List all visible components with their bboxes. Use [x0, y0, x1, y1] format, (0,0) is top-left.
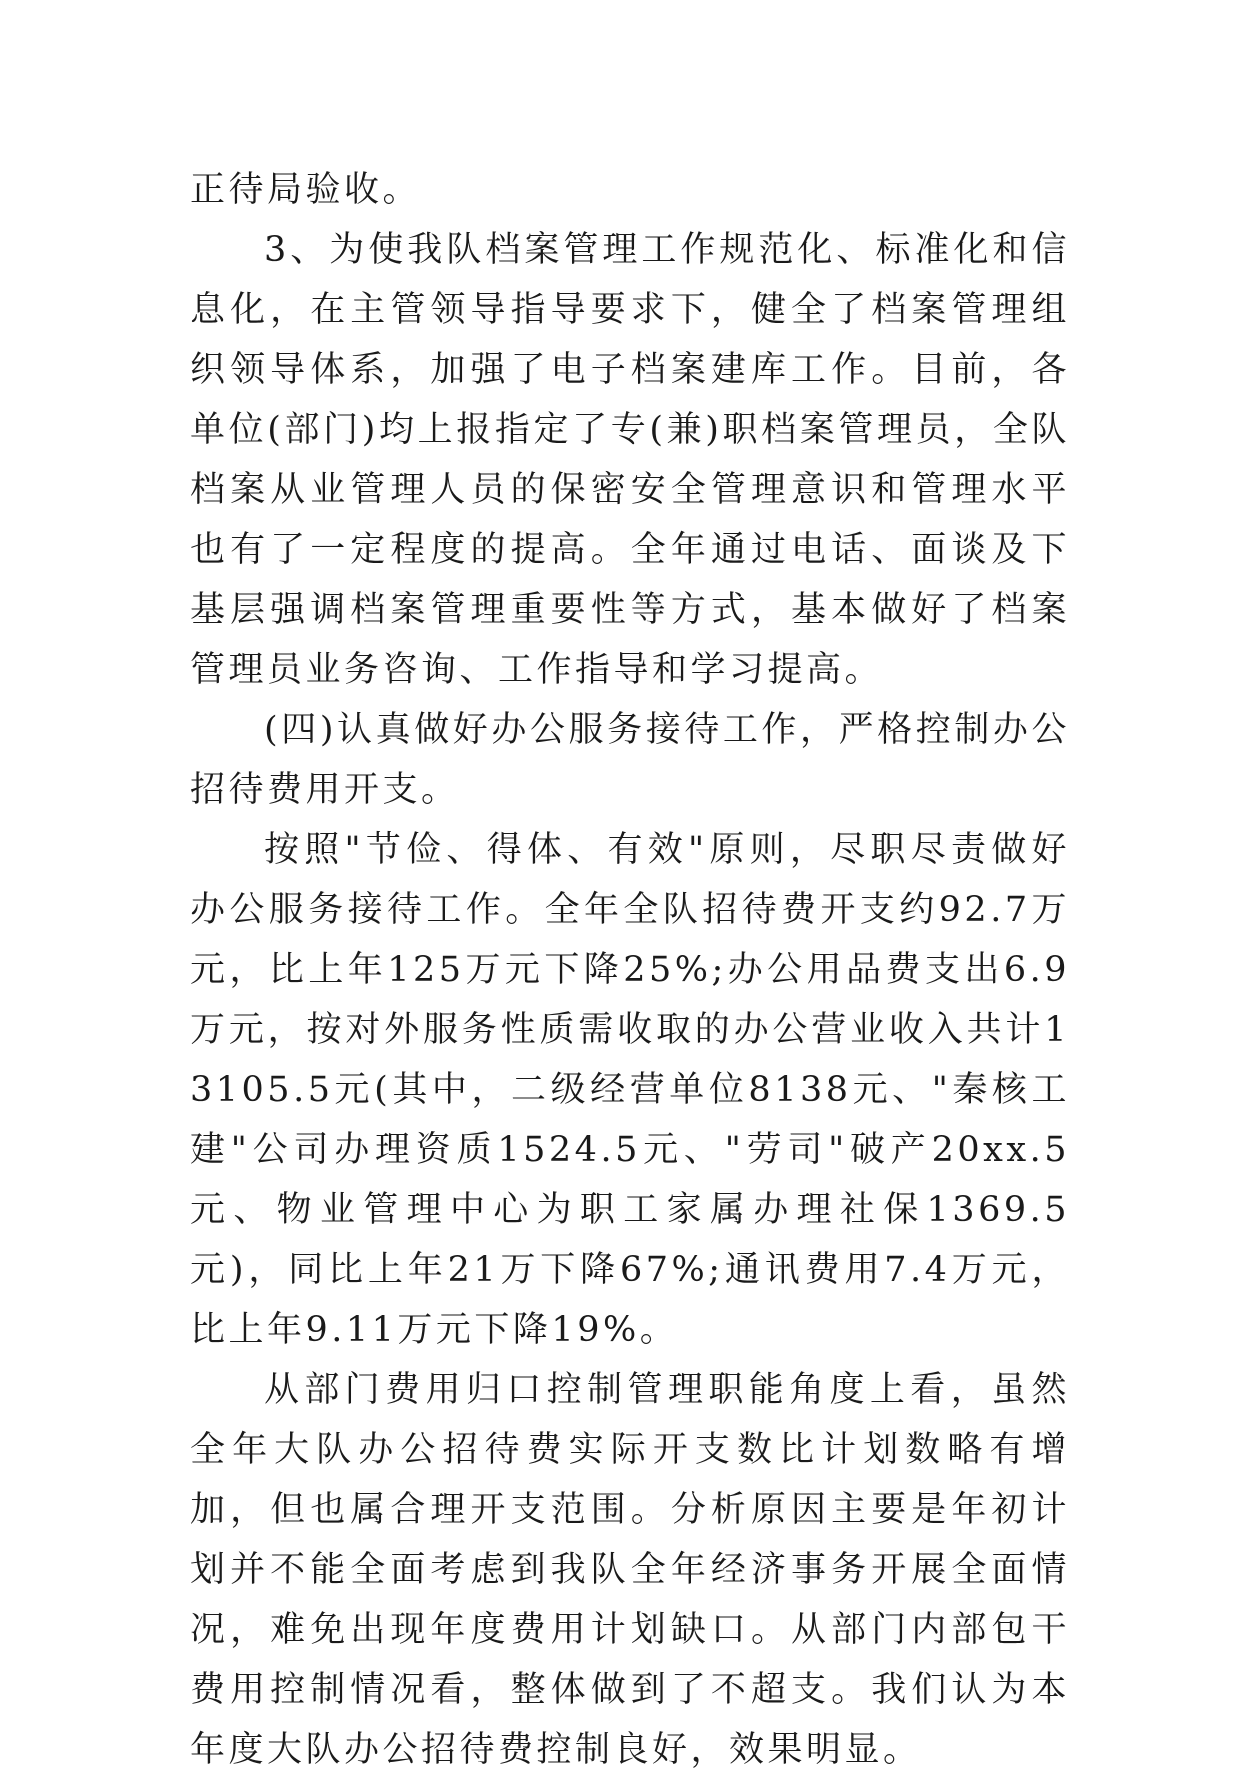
- paragraph-1: 正待局验收。: [190, 170, 422, 210]
- paragraph-2: 3、为使我队档案管理工作规范化、标准化和信息化，在主管领导指导要求下，健全了档案管理组织领导体系，加强了电子档案建库工作。目前，各单位(部门)均上报指定了专(兼)职档案管理员，全队档案从业管理人员的保密安全管理意识和管理水平也有了一定程度的提高。全年通过电话、面谈及下基层强调档案管理重要性等方式，基本做好了档案管理员业务咨询、工作指导和学习提高。: [190, 230, 1070, 690]
- paragraph-3: (四)认真做好办公服务接待工作，严格控制办公招待费用开支。: [190, 710, 1070, 810]
- document-body: [190, 160, 1070, 1780]
- paragraph-5: 从部门费用归口控制管理职能角度上看，虽然全年大队办公招待费实际开支数比计划数略有增加，但也属合理开支范围。分析原因主要是年初计划并不能全面考虑到我队全年经济事务开展全面情况，难免出现年度费用计划缺口。从部门内部包干费用控制情况看，整体做到了不超支。我们认为本年度大队办公招待费控制良好，效果明显。: [190, 1370, 1070, 1770]
- paragraph-4: 按照"节俭、得体、有效"原则，尽职尽责做好办公服务接待工作。全年全队招待费开支约92.7万元，比上年125万元下降25%;办公用品费支出6.9万元，按对外服务性质需收取的办公营业收入共计13105.5元(其中，二级经营单位8138元、"秦核工建"公司办理资质1524.5元、"劳司"破产20xx.5元、物业管理中心为职工家属办理社保1369.5元)，同比上年21万下降67%;通讯费用7.4万元，比上年9.11万元下降19%。: [190, 830, 1070, 1350]
